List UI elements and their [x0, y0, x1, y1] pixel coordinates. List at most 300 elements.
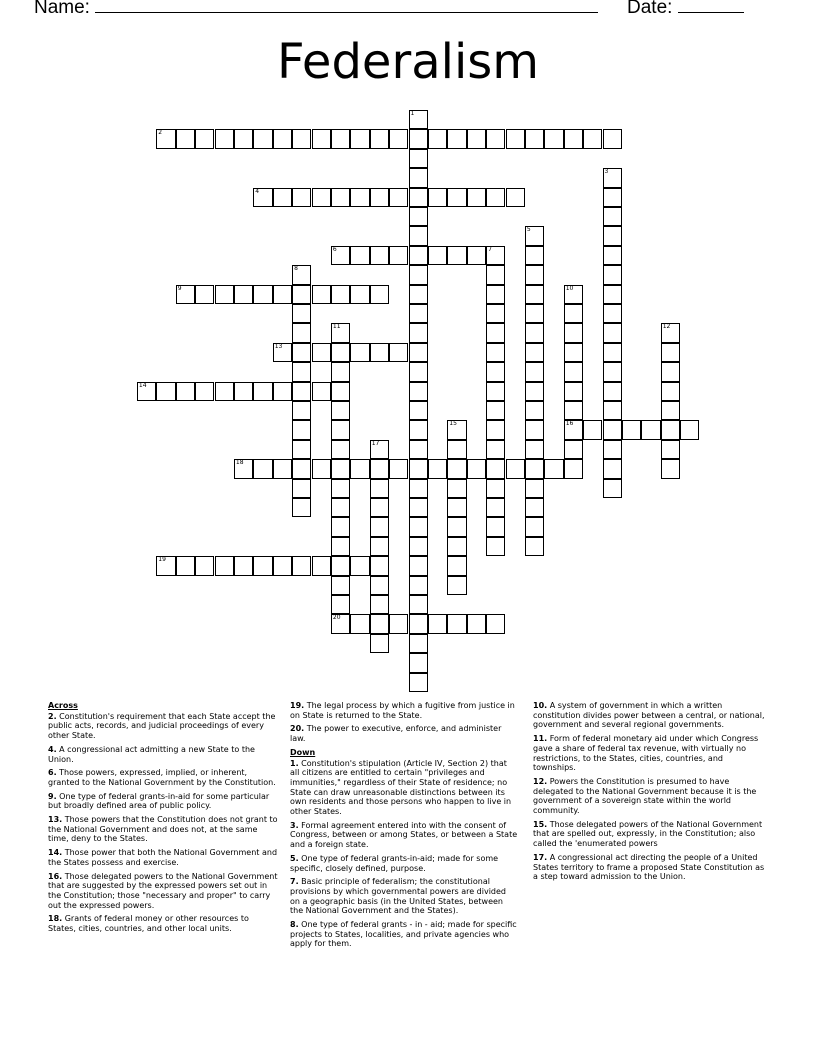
grid-cell[interactable] — [370, 498, 389, 517]
grid-cell[interactable] — [409, 459, 428, 478]
grid-cell[interactable] — [273, 188, 292, 207]
grid-cell[interactable] — [409, 673, 428, 692]
grid-cell[interactable] — [409, 304, 428, 323]
grid-cell[interactable] — [447, 420, 466, 439]
grid-cell[interactable] — [350, 285, 369, 304]
grid-cell[interactable] — [467, 246, 486, 265]
grid-cell[interactable] — [350, 188, 369, 207]
grid-cell[interactable] — [389, 246, 408, 265]
grid-cell[interactable] — [176, 285, 195, 304]
grid-cell[interactable] — [312, 556, 331, 575]
clue-item-number: 18. — [48, 914, 63, 924]
grid-cell[interactable] — [292, 304, 311, 323]
grid-cell[interactable] — [409, 653, 428, 672]
grid-cell[interactable] — [525, 129, 544, 148]
grid-cell[interactable] — [603, 440, 622, 459]
grid-cell[interactable] — [525, 246, 544, 265]
grid-cell[interactable] — [409, 265, 428, 284]
clue-number: 7 — [488, 245, 492, 253]
grid-cell[interactable] — [195, 556, 214, 575]
clue-item-number: 10. — [533, 701, 548, 710]
clue-number: 1 — [410, 110, 415, 117]
grid-cell[interactable] — [370, 129, 389, 148]
grid-cell[interactable] — [486, 459, 505, 478]
grid-cell[interactable] — [447, 614, 466, 633]
grid-cell[interactable] — [409, 614, 428, 633]
grid-cell[interactable] — [331, 129, 350, 148]
grid-cell[interactable] — [350, 614, 369, 633]
grid-cell[interactable] — [176, 382, 195, 401]
grid-cell[interactable] — [409, 188, 428, 207]
clue-item-number: 8. — [290, 920, 299, 930]
grid-cell[interactable] — [292, 479, 311, 498]
clue-item — [48, 872, 278, 911]
name-label: Name: — [34, 0, 90, 18]
grid-cell[interactable] — [370, 343, 389, 362]
grid-cell[interactable] — [253, 382, 272, 401]
grid-cell[interactable] — [544, 129, 563, 148]
clue-item-text: The legal process by which a fugitive from justice in on State is returned to the State. — [290, 701, 515, 720]
grid-cell[interactable] — [253, 556, 272, 575]
clue-item — [290, 759, 518, 817]
grid-cell[interactable] — [680, 420, 699, 439]
grid-cell[interactable] — [409, 440, 428, 459]
grid-cell[interactable] — [234, 459, 253, 478]
grid-cell[interactable] — [331, 285, 350, 304]
grid-cell[interactable] — [331, 401, 350, 420]
grid-cell[interactable] — [312, 188, 331, 207]
clue-number: 11 — [332, 323, 341, 331]
grid-cell[interactable] — [467, 459, 486, 478]
grid-cell[interactable] — [292, 440, 311, 459]
grid-cell[interactable] — [486, 285, 505, 304]
grid-cell[interactable] — [603, 168, 622, 187]
grid-cell[interactable] — [661, 420, 680, 439]
grid-cell[interactable] — [603, 207, 622, 226]
grid-cell[interactable] — [428, 129, 447, 148]
grid-cell[interactable] — [525, 479, 544, 498]
grid-cell[interactable] — [486, 517, 505, 536]
grid-cell[interactable] — [409, 517, 428, 536]
grid-cell[interactable] — [331, 362, 350, 381]
grid-cell[interactable] — [661, 343, 680, 362]
grid-cell[interactable] — [370, 246, 389, 265]
clue-item-number: 11. — [533, 734, 548, 744]
clue-number: 17 — [371, 439, 380, 447]
clue-item — [48, 914, 278, 933]
grid-cell[interactable] — [525, 537, 544, 556]
clue-item-text: Constitution's stipulation (Article IV, Section 2) that all citizens are entitled to certain "privileges and immunities," regardless of their State of residence; no State can draw unreasonable distinctions between its own residents and those persons who happen to live in other States. — [290, 758, 512, 817]
grid-cell[interactable] — [486, 401, 505, 420]
grid-cell[interactable] — [370, 459, 389, 478]
grid-cell[interactable] — [292, 362, 311, 381]
grid-cell[interactable] — [603, 459, 622, 478]
grid-cell[interactable] — [176, 556, 195, 575]
grid-cell[interactable] — [564, 129, 583, 148]
grid-cell[interactable] — [273, 382, 292, 401]
grid-cell[interactable] — [603, 226, 622, 245]
grid-cell[interactable] — [292, 188, 311, 207]
clue-item — [290, 854, 518, 873]
grid-cell[interactable] — [641, 420, 660, 439]
grid-cell[interactable] — [370, 537, 389, 556]
grid-cell[interactable] — [195, 382, 214, 401]
grid-cell[interactable] — [156, 382, 175, 401]
grid-cell[interactable] — [661, 401, 680, 420]
grid-cell[interactable] — [370, 285, 389, 304]
grid-cell[interactable] — [603, 420, 622, 439]
grid-cell[interactable] — [370, 576, 389, 595]
clue-item-number: 14. — [48, 848, 63, 858]
grid-cell[interactable] — [544, 459, 563, 478]
clue-item — [290, 724, 518, 743]
grid-cell[interactable] — [486, 129, 505, 148]
grid-cell[interactable] — [661, 382, 680, 401]
grid-cell[interactable] — [331, 420, 350, 439]
grid-cell[interactable] — [603, 401, 622, 420]
grid-cell[interactable] — [603, 188, 622, 207]
grid-cell[interactable] — [603, 265, 622, 284]
grid-cell[interactable] — [564, 382, 583, 401]
grid-cell[interactable] — [409, 401, 428, 420]
grid-cell[interactable] — [661, 440, 680, 459]
grid-cell[interactable] — [525, 226, 544, 245]
grid-cell[interactable] — [564, 459, 583, 478]
grid-cell[interactable] — [525, 440, 544, 459]
grid-cell[interactable] — [486, 498, 505, 517]
grid-cell[interactable] — [564, 323, 583, 342]
clue-item — [48, 745, 278, 764]
grid-cell[interactable] — [525, 265, 544, 284]
grid-cell[interactable] — [661, 459, 680, 478]
grid-cell[interactable] — [137, 382, 156, 401]
grid-cell[interactable] — [447, 246, 466, 265]
grid-cell[interactable] — [486, 537, 505, 556]
grid-cell[interactable] — [312, 129, 331, 148]
grid-cell[interactable] — [331, 479, 350, 498]
grid-cell[interactable] — [525, 498, 544, 517]
clue-number: 10 — [565, 284, 574, 292]
grid-cell[interactable] — [331, 188, 350, 207]
grid-cell[interactable] — [312, 343, 331, 362]
grid-cell[interactable] — [234, 382, 253, 401]
grid-cell[interactable] — [195, 285, 214, 304]
grid-cell[interactable] — [331, 440, 350, 459]
grid-cell[interactable] — [292, 401, 311, 420]
grid-cell[interactable] — [428, 459, 447, 478]
grid-cell[interactable] — [603, 382, 622, 401]
grid-cell[interactable] — [603, 343, 622, 362]
across-heading: Across — [48, 701, 78, 710]
grid-cell[interactable] — [447, 129, 466, 148]
grid-cell[interactable] — [215, 556, 234, 575]
grid-cell[interactable] — [370, 595, 389, 614]
grid-cell[interactable] — [486, 440, 505, 459]
grid-cell[interactable] — [525, 304, 544, 323]
grid-cell[interactable] — [506, 188, 525, 207]
grid-cell[interactable] — [331, 382, 350, 401]
across-clue-list — [48, 712, 278, 934]
grid-cell[interactable] — [409, 498, 428, 517]
grid-cell[interactable] — [409, 323, 428, 342]
grid-cell[interactable] — [409, 576, 428, 595]
grid-cell[interactable] — [409, 149, 428, 168]
grid-cell[interactable] — [273, 129, 292, 148]
grid-cell[interactable] — [409, 129, 428, 148]
grid-cell[interactable] — [447, 556, 466, 575]
grid-cell[interactable] — [486, 382, 505, 401]
grid-cell[interactable] — [331, 498, 350, 517]
grid-cell[interactable] — [273, 343, 292, 362]
grid-cell[interactable] — [389, 614, 408, 633]
clue-item-number: 13. — [48, 815, 63, 825]
grid-cell[interactable] — [409, 382, 428, 401]
grid-cell[interactable] — [370, 556, 389, 575]
clue-item-text: Those powers that the Constitution does not grant to the National Government and does not, at the same time, deny to the States. — [48, 815, 278, 844]
grid-cell[interactable] — [447, 479, 466, 498]
grid-cell[interactable] — [409, 168, 428, 187]
clue-item-number: 5. — [290, 853, 299, 863]
grid-cell[interactable] — [273, 459, 292, 478]
grid-cell[interactable] — [409, 285, 428, 304]
grid-cell[interactable] — [409, 556, 428, 575]
clue-item — [533, 777, 765, 816]
clue-number: 4 — [255, 187, 260, 195]
clue-number: 13 — [274, 342, 283, 350]
clue-item — [533, 820, 765, 849]
grid-cell[interactable] — [409, 420, 428, 439]
grid-cell[interactable] — [292, 343, 311, 362]
grid-cell[interactable] — [331, 614, 350, 633]
grid-cell[interactable] — [409, 362, 428, 381]
grid-cell[interactable] — [389, 459, 408, 478]
grid-cell[interactable] — [525, 382, 544, 401]
grid-cell[interactable] — [603, 362, 622, 381]
grid-cell[interactable] — [389, 188, 408, 207]
grid-cell[interactable] — [292, 382, 311, 401]
grid-cell[interactable] — [370, 634, 389, 653]
grid-cell[interactable] — [370, 479, 389, 498]
clue-item — [290, 821, 518, 850]
grid-cell[interactable] — [331, 556, 350, 575]
grid-cell[interactable] — [215, 382, 234, 401]
clue-item-number: 3. — [290, 820, 299, 830]
grid-cell[interactable] — [292, 498, 311, 517]
grid-cell[interactable] — [486, 304, 505, 323]
grid-cell[interactable] — [467, 129, 486, 148]
grid-cell[interactable] — [661, 323, 680, 342]
grid-cell[interactable] — [215, 129, 234, 148]
grid-cell[interactable] — [447, 440, 466, 459]
grid-cell[interactable] — [564, 362, 583, 381]
grid-cell[interactable] — [273, 285, 292, 304]
grid-cell[interactable] — [312, 382, 331, 401]
grid-cell[interactable] — [603, 285, 622, 304]
clue-item-text: One type of federal grants - in - aid; made for specific projects to States, localities, and private agencies who apply for them. — [290, 920, 517, 949]
grid-cell[interactable] — [409, 207, 428, 226]
grid-cell[interactable] — [506, 459, 525, 478]
grid-cell[interactable] — [564, 440, 583, 459]
grid-cell[interactable] — [525, 420, 544, 439]
clue-item-number: 6. — [48, 768, 57, 778]
grid-cell[interactable] — [273, 556, 292, 575]
grid-cell[interactable] — [312, 285, 331, 304]
down-heading: Down — [290, 747, 316, 757]
grid-cell[interactable] — [603, 129, 622, 148]
grid-cell[interactable] — [234, 556, 253, 575]
grid-cell[interactable] — [370, 440, 389, 459]
grid-cell[interactable] — [253, 459, 272, 478]
grid-cell[interactable] — [370, 188, 389, 207]
grid-cell[interactable] — [525, 517, 544, 536]
clue-item — [48, 815, 278, 844]
clue-number: 6 — [332, 245, 337, 253]
grid-cell[interactable] — [467, 614, 486, 633]
grid-cell[interactable] — [331, 323, 350, 342]
grid-cell[interactable] — [525, 362, 544, 381]
clues-column-1 — [48, 701, 278, 938]
grid-cell[interactable] — [331, 537, 350, 556]
grid-cell[interactable] — [428, 614, 447, 633]
grid-cell[interactable] — [661, 362, 680, 381]
grid-cell[interactable] — [486, 420, 505, 439]
grid-cell[interactable] — [603, 304, 622, 323]
clue-number: 9 — [177, 284, 182, 292]
grid-cell[interactable] — [292, 129, 311, 148]
clue-number: 16 — [565, 420, 574, 428]
grid-cell[interactable] — [331, 595, 350, 614]
clue-item-number: 4. — [48, 744, 57, 754]
grid-cell[interactable] — [447, 498, 466, 517]
grid-cell[interactable] — [292, 323, 311, 342]
grid-cell[interactable] — [312, 459, 331, 478]
grid-cell[interactable] — [331, 576, 350, 595]
grid-cell[interactable] — [603, 323, 622, 342]
grid-cell[interactable] — [234, 285, 253, 304]
clue-item-text: A congressional act directing the people of a United States territory to frame a proposed State Constitution as a step toward admission to the Union. — [533, 852, 765, 882]
grid-cell[interactable] — [447, 537, 466, 556]
grid-cell[interactable] — [195, 129, 214, 148]
grid-cell[interactable] — [350, 129, 369, 148]
grid-cell[interactable] — [486, 479, 505, 498]
clue-item — [48, 792, 278, 811]
grid-cell[interactable] — [331, 343, 350, 362]
grid-cell[interactable] — [350, 459, 369, 478]
clue-number: 3 — [604, 168, 609, 176]
grid-cell[interactable] — [292, 420, 311, 439]
grid-cell[interactable] — [409, 595, 428, 614]
clue-number: 19 — [158, 556, 166, 564]
clue-number: 5 — [526, 226, 531, 234]
grid-cell[interactable] — [447, 576, 466, 595]
clue-item-number: 12. — [533, 776, 548, 786]
grid-cell[interactable] — [564, 420, 583, 439]
grid-cell[interactable] — [370, 614, 389, 633]
grid-cell[interactable] — [253, 188, 272, 207]
grid-cell[interactable] — [234, 129, 253, 148]
grid-cell[interactable] — [486, 614, 505, 633]
grid-cell[interactable] — [603, 246, 622, 265]
grid-cell[interactable] — [350, 556, 369, 575]
grid-cell[interactable] — [331, 459, 350, 478]
grid-cell[interactable] — [486, 362, 505, 381]
clue-number: 2 — [158, 129, 163, 137]
grid-cell[interactable] — [564, 304, 583, 323]
grid-cell[interactable] — [389, 343, 408, 362]
grid-cell[interactable] — [447, 517, 466, 536]
clue-item-number: 20. — [290, 724, 305, 734]
grid-cell[interactable] — [176, 129, 195, 148]
across-clue-list-continued — [290, 701, 518, 744]
grid-cell[interactable] — [409, 634, 428, 653]
clue-item-text: One type of federal grants-in-aid; made for some specific, closely defined, purpose. — [290, 853, 499, 873]
grid-cell[interactable] — [603, 479, 622, 498]
grid-cell[interactable] — [370, 517, 389, 536]
grid-cell[interactable] — [331, 517, 350, 536]
grid-cell[interactable] — [564, 285, 583, 304]
grid-cell[interactable] — [253, 285, 272, 304]
clue-item — [533, 734, 765, 773]
clue-item-number: 9. — [48, 791, 57, 801]
clue-number: 15 — [449, 420, 457, 428]
grid-cell[interactable] — [350, 343, 369, 362]
clue-item-text: Those power that both the National Government and the States possess and exercise. — [48, 848, 278, 867]
grid-cell[interactable] — [350, 246, 369, 265]
grid-cell[interactable] — [564, 343, 583, 362]
grid-cell[interactable] — [525, 459, 544, 478]
grid-cell[interactable] — [525, 401, 544, 420]
grid-cell[interactable] — [409, 479, 428, 498]
grid-cell[interactable] — [409, 343, 428, 362]
grid-cell[interactable] — [215, 285, 234, 304]
grid-cell[interactable] — [409, 226, 428, 245]
grid-cell[interactable] — [292, 556, 311, 575]
grid-cell[interactable] — [622, 420, 641, 439]
grid-cell[interactable] — [583, 420, 602, 439]
grid-cell[interactable] — [409, 246, 428, 265]
grid-cell[interactable] — [525, 323, 544, 342]
clue-item — [533, 853, 765, 882]
grid-cell[interactable] — [486, 246, 505, 265]
grid-cell[interactable] — [409, 537, 428, 556]
grid-cell[interactable] — [486, 188, 505, 207]
grid-cell[interactable] — [525, 343, 544, 362]
grid-cell[interactable] — [486, 343, 505, 362]
grid-cell[interactable] — [486, 265, 505, 284]
clue-number: 14 — [138, 381, 147, 389]
grid-cell[interactable] — [467, 188, 486, 207]
grid-cell[interactable] — [292, 459, 311, 478]
grid-cell[interactable] — [389, 129, 408, 148]
grid-cell[interactable] — [156, 556, 175, 575]
grid-cell[interactable] — [428, 188, 447, 207]
grid-cell[interactable] — [486, 323, 505, 342]
grid-cell[interactable] — [331, 246, 350, 265]
clue-item-number: 15. — [533, 819, 548, 829]
grid-cell[interactable] — [506, 129, 525, 148]
grid-cell[interactable] — [447, 459, 466, 478]
grid-cell[interactable] — [409, 110, 428, 129]
grid-cell[interactable] — [447, 188, 466, 207]
grid-cell[interactable] — [253, 129, 272, 148]
grid-cell[interactable] — [564, 401, 583, 420]
grid-cell[interactable] — [525, 285, 544, 304]
grid-cell[interactable] — [156, 129, 175, 148]
grid-cell[interactable] — [292, 265, 311, 284]
grid-cell[interactable] — [292, 285, 311, 304]
grid-cell[interactable] — [583, 129, 602, 148]
grid-cell[interactable] — [428, 246, 447, 265]
